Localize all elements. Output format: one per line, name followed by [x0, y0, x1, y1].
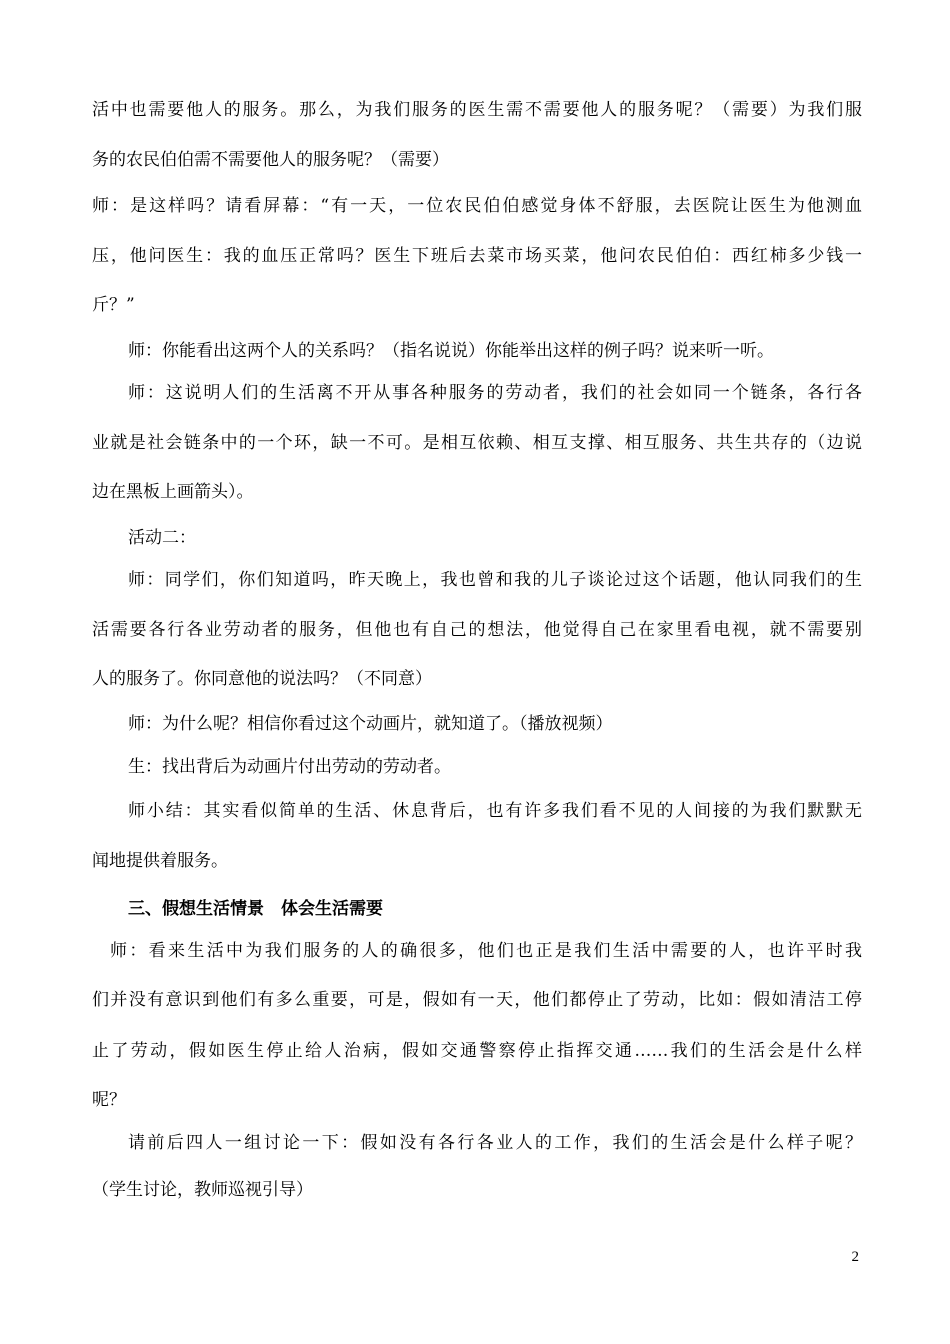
paragraph-line: 师：同学们，你们知道吗，昨天晚上，我也曾和我的儿子谈论过这个话题，他认同我们的生 [128, 570, 862, 590]
paragraph-line: 师：你能看出这两个人的关系吗？（指名说说）你能举出这样的例子吗？说来听一听。 [128, 341, 774, 361]
paragraph-line: 务的农民伯伯需不需要他人的服务呢？（需要） [92, 150, 449, 170]
paragraph-line: 们并没有意识到他们有多么重要，可是，假如有一天，他们都停止了劳动，比如：假如清洁工停 [92, 990, 862, 1010]
paragraph-line: 止了劳动，假如医生停止给人治病，假如交通警察停止指挥交通……我们的生活会是什么样 [92, 1041, 862, 1061]
paragraph-line: 师：为什么呢？相信你看过这个动画片，就知道了。（播放视频） [128, 714, 613, 734]
paragraph-line: 活需要各行各业劳动者的服务，但他也有自己的想法，他觉得自己在家里看电视，就不需要别 [92, 620, 862, 640]
page-number: 2 [851, 1249, 859, 1265]
paragraph-line: 师：是这样吗？请看屏幕：“有一天，一位农民伯伯感觉身体不舒服，去医院让医生为他测血 [92, 196, 862, 216]
paragraph-line: 闻地提供着服务。 [92, 851, 228, 871]
paragraph-line: 生：找出背后为动画片付出劳动的劳动者。 [128, 757, 451, 777]
paragraph-line: 活动二： [128, 528, 196, 548]
paragraph-line: 师小结：其实看似简单的生活、休息背后，也有许多我们看不见的人间接的为我们默默无 [128, 801, 862, 821]
paragraph-line: 业就是社会链条中的一个环，缺一不可。是相互依赖、相互支撑、相互服务、共生共存的（边说 [92, 433, 862, 453]
paragraph-line: 边在黑板上画箭头）。 [92, 482, 254, 502]
paragraph-line: 活中也需要他人的服务。那么，为我们服务的医生需不需要他人的服务呢？（需要）为我们服 [92, 100, 862, 120]
paragraph-line: 师：这说明人们的生活离不开从事各种服务的劳动者，我们的社会如同一个链条，各行各 [128, 383, 862, 403]
paragraph-line: 斤？” [92, 295, 135, 315]
paragraph-line: 人的服务了。你同意他的说法吗？（不同意） [92, 669, 432, 689]
paragraph-line: （学生讨论，教师巡视引导） [92, 1180, 313, 1200]
section-heading: 三、假想生活情景 体会生活需要 [128, 899, 383, 919]
paragraph-line: 呢？ [92, 1090, 126, 1110]
paragraph-line: 压，他问医生：我的血压正常吗？医生下班后去菜市场买菜，他问农民伯伯：西红柿多少钱一 [92, 246, 862, 266]
paragraph-line: 请前后四人一组讨论一下：假如没有各行各业人的工作，我们的生活会是什么样子呢？ [128, 1133, 862, 1153]
paragraph-line: 师：看来生活中为我们服务的人的确很多，他们也正是我们生活中需要的人，也许平时我 [110, 941, 862, 961]
